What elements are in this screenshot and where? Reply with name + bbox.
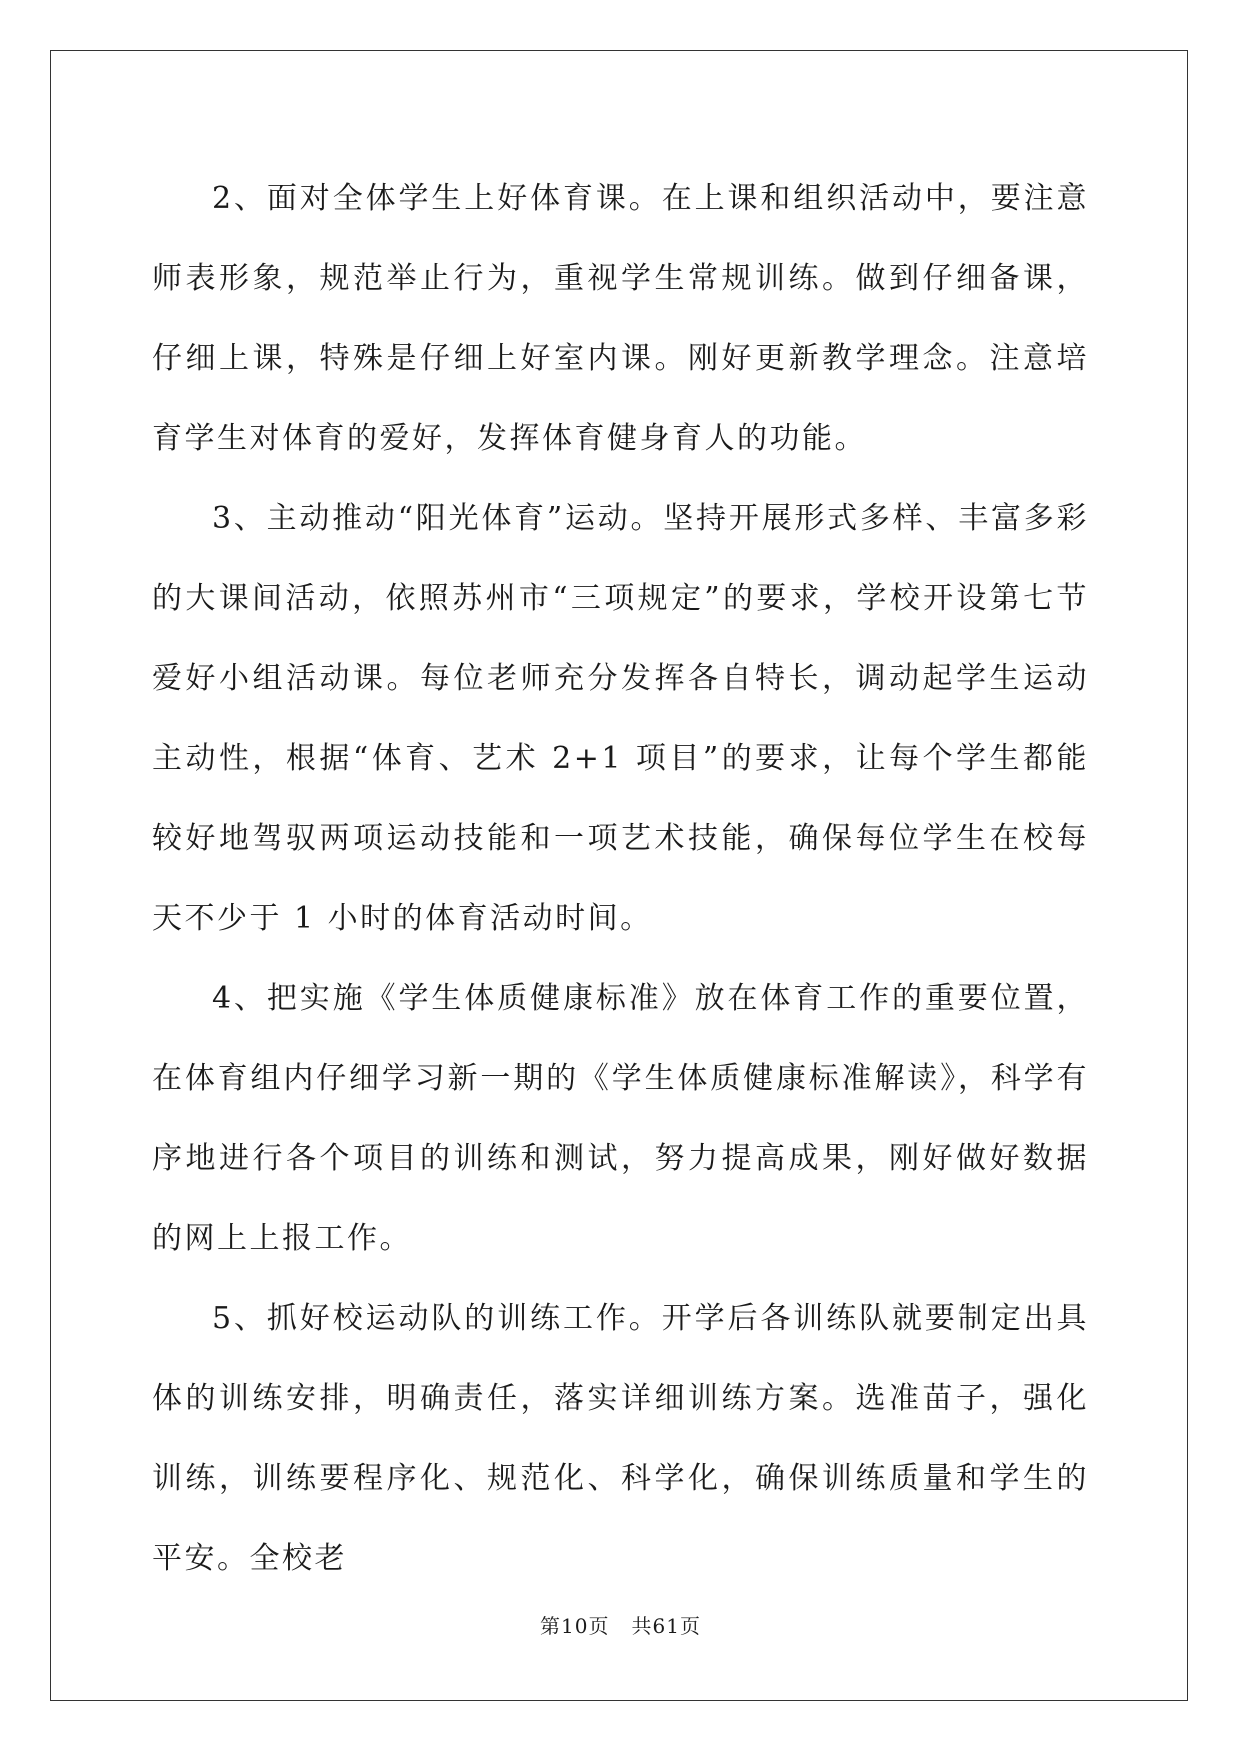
paragraph-3: 3、主动推动“阳光体育”运动。坚持开展形式多样、丰富多彩的大课间活动，依照苏州市“三项规定”的要求，学校开设第七节爱好小组活动课。每位老师充分发挥各自特长，调动起学生运动主动性，根据“体育、艺术 2+1 项目”的要求，让每个学生都能较好地驾驭两项运动技能和一项艺术技能，确保每位学生在校每天不少于 1 小时的体育活动时间。: [152, 501, 1089, 936]
page-footer: [0, 1610, 1241, 1639]
page-number: 第10页: [540, 1614, 610, 1638]
document-body: [152, 159, 1089, 1599]
page-total: 共61页: [631, 1614, 701, 1638]
paragraph-5: 5、抓好校运动队的训练工作。开学后各训练队就要制定出具体的训练安排，明确责任，落实详细训练方案。选准苗子，强化训练，训练要程序化、规范化、科学化，确保训练质量和学生的平安。全校老: [152, 1301, 1089, 1576]
paragraph-2: 2、面对全体学生上好体育课。在上课和组织活动中，要注意师表形象，规范举止行为，重视学生常规训练。做到仔细备课，仔细上课，特殊是仔细上好室内课。刚好更新教学理念。注意培育学生对体育的爱好，发挥体育健身育人的功能。: [152, 181, 1089, 456]
paragraph-4: 4、把实施《学生体质健康标准》放在体育工作的重要位置，在体育组内仔细学习新一期的《学生体质健康标准解读》，科学有序地进行各个项目的训练和测试，努力提高成果，刚好做好数据的网上上报工作。: [152, 981, 1089, 1256]
